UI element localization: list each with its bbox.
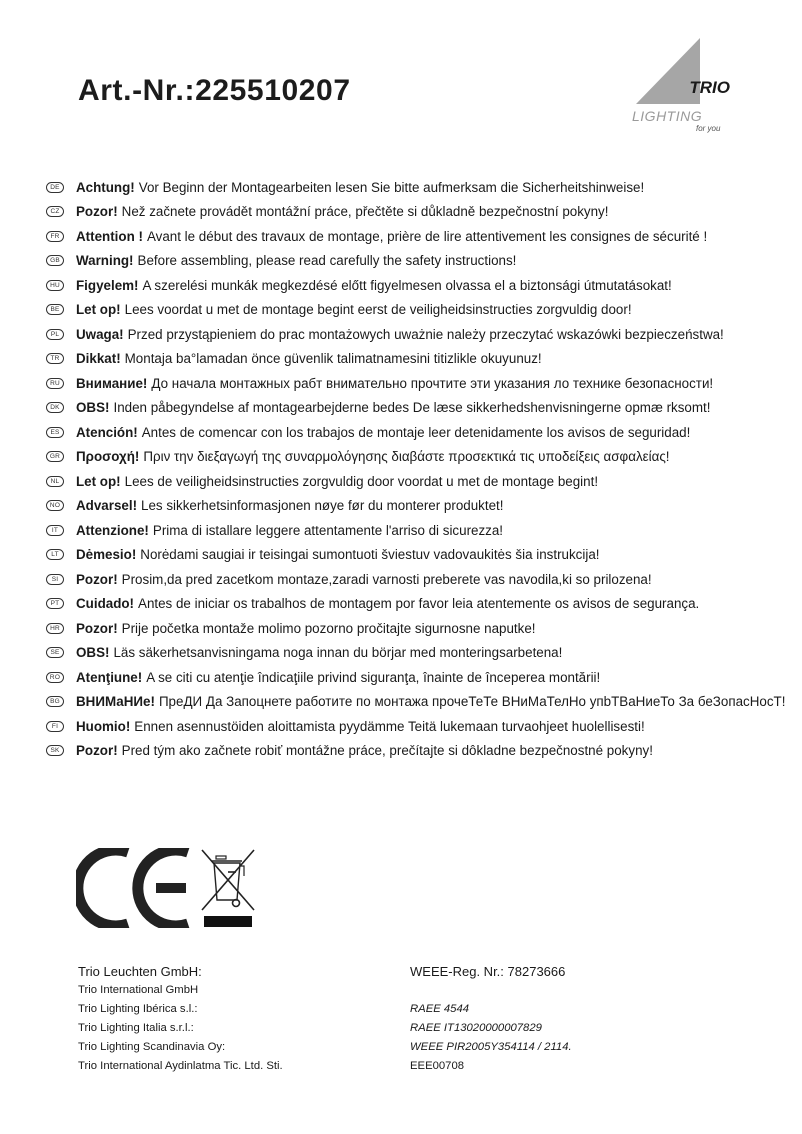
country-code-badge: CZ: [46, 206, 64, 217]
country-code-badge: FR: [46, 231, 64, 242]
warning-text: Läs säkerhetsanvisningama noga innan du börjar med monteringsarbetena!: [113, 645, 563, 661]
country-code-badge: DE: [46, 182, 64, 193]
safety-warnings-list: [46, 175, 785, 763]
warning-text: Prosim,da pred zacetkom montaze,zaradi varnosti preberete vas navodila,ki so prilozena!: [121, 571, 652, 587]
safety-warning-row: [46, 592, 785, 617]
country-code-badge: PL: [46, 329, 64, 340]
warning-text: Pred tým ako začnete robiť montážne práce, prečítajte si dôkladne bezpečnostné pokyny!: [121, 743, 653, 759]
warning-heading: Atención!: [76, 424, 138, 440]
logo-subtagline-text: for you: [696, 124, 721, 133]
country-code-badge: SK: [46, 745, 64, 756]
warning-text: Przed przystąpieniem do prac montażowych uważnie należy przeczytać wskazówki bezpieczeństwa!: [127, 326, 724, 342]
country-code-badge: RO: [46, 672, 64, 683]
warning-heading: Внимание!: [76, 375, 148, 391]
warning-text: Avant le début des travaux de montage, prière de lire attentivement les consignes de sécurité !: [146, 228, 708, 244]
safety-warning-row: [46, 175, 785, 200]
safety-warning-row: [46, 690, 785, 715]
safety-warning-row: [46, 616, 785, 641]
company-heading: Trio Leuchten GmbH:: [78, 964, 202, 979]
warning-heading: OBS!: [76, 400, 110, 416]
warning-heading: Huomio!: [76, 718, 131, 734]
safety-warning-row: [46, 322, 785, 347]
warning-text: Les sikkerhetsinformasjonen nøye før du monterer produktet!: [141, 498, 504, 514]
company-name: Trio International Aydinlatma Tic. Ltd. Sti.: [78, 1060, 283, 1072]
country-code-badge: BE: [46, 304, 64, 315]
company-name: Trio International GmbH: [78, 984, 199, 996]
warning-heading: ВНИМаНИе!: [76, 694, 155, 710]
country-code-badge: GR: [46, 451, 64, 462]
warning-heading: Attention !: [76, 228, 143, 244]
safety-warning-row: [46, 641, 785, 666]
warning-heading: Pozor!: [76, 571, 118, 587]
warning-text: Ennen asennustöiden aloittamista pyydämme Teitä lukemaan turvaohjeet huolellisesti!: [134, 718, 645, 734]
safety-warning-row: [46, 543, 785, 568]
country-code-badge: BG: [46, 696, 64, 707]
warning-heading: Let op!: [76, 473, 121, 489]
warning-text: Lees de veiligheidsinstructies zorgvuldig door voordat u met de montage begint!: [124, 473, 599, 489]
company-name: Trio Lighting Italia s.r.l.:: [78, 1022, 194, 1034]
warning-heading: OBS!: [76, 645, 110, 661]
company-name: Trio Lighting Scandinavia Oy:: [78, 1041, 226, 1053]
company-name: Trio Lighting Ibérica s.l.:: [78, 1003, 198, 1015]
warning-text: A se citi cu atenţie îndicaţiile privind siguranţa, înainte de începerea montării!: [146, 669, 601, 685]
country-code-badge: NO: [46, 500, 64, 511]
warning-heading: Cuidado!: [76, 596, 135, 612]
certification-marks: [76, 848, 258, 930]
ce-mark-icon: [76, 848, 192, 928]
logo-brand-text: TRIO: [689, 78, 730, 97]
safety-warning-row: [46, 714, 785, 739]
registration-number: WEEE PIR2005Y354114 / 2114.: [410, 1041, 572, 1053]
safety-warning-row: [46, 273, 785, 298]
warning-text: Montaja ba°lamadan önce güvenlik talimatnamesini titizlikle okuyunuz!: [124, 351, 542, 367]
warning-text: Antes de comencar con los trabajos de montaje leer detenidamente los avisos de seguridad!: [141, 424, 691, 440]
warning-heading: Pozor!: [76, 743, 118, 759]
warning-heading: Pozor!: [76, 204, 118, 220]
warning-heading: Attenzione!: [76, 522, 149, 538]
warning-text: Inden påbegyndelse af montagearbejderne bedes De læse sikkerhedshenvisningerne opmæ rksomt!: [113, 400, 711, 416]
warning-heading: Dėmesio!: [76, 547, 137, 563]
country-code-badge: FI: [46, 721, 64, 732]
warning-text: Norėdami saugiai ir teisingai sumontuoti šviestuv vadovaukitės šia instrukcija!: [140, 547, 600, 563]
logo-tagline-text: LIGHTING: [632, 108, 703, 124]
warning-heading: Pozor!: [76, 620, 118, 636]
country-code-badge: DK: [46, 402, 64, 413]
country-code-badge: SE: [46, 647, 64, 658]
country-code-badge: TR: [46, 353, 64, 364]
country-code-badge: PT: [46, 598, 64, 609]
country-code-badge: RU: [46, 378, 64, 389]
country-code-badge: HU: [46, 280, 64, 291]
warning-text: Prije početka montaže molimo pozorno pročitajte sigurnosne naputke!: [121, 620, 536, 636]
country-code-badge: NL: [46, 476, 64, 487]
warning-text: A szerelési munkák megkezdésé előtt figyelmesen olvassa el a biztonsági útmutatásokat!: [142, 277, 672, 293]
trio-lighting-logo: [626, 36, 736, 136]
safety-warning-row: [46, 420, 785, 445]
safety-warning-row: [46, 665, 785, 690]
registration-number: RAEE 4544: [410, 1003, 470, 1015]
warning-text: До начала монтажных рабт внимательно прочтите эти указания ло технике безопасности!: [151, 375, 714, 391]
registration-number: EEE00708: [410, 1060, 465, 1072]
registration-list: [410, 962, 572, 1076]
crossed-out-wheelie-bin-icon: [198, 848, 258, 930]
warning-text: Než začnete provádět montážní práce, přečtěte si důkladně bezpečnostní pokyny!: [121, 204, 609, 220]
warning-text: Vor Beginn der Montagearbeiten lesen Sie bitte aufmerksam die Sicherheitshinweise!: [138, 179, 645, 195]
company-list: [78, 962, 283, 1076]
safety-warning-row: [46, 224, 785, 249]
safety-warning-row: [46, 396, 785, 421]
warning-text: Prima di istallare leggere attentamente l'arriso di sicurezza!: [152, 522, 504, 538]
warning-text: Lees voordat u met de montage begint eerst de veiligheidsinstructies zorgvuldig door!: [124, 302, 632, 318]
safety-warning-row: [46, 298, 785, 323]
warning-heading: Advarsel!: [76, 498, 138, 514]
warning-text: ПреДИ Да Запоцнете работите по монтажа прочеТеТе ВНиМаТелНо упbТВаНиеТо За беЗопасНосТ!: [158, 694, 786, 710]
trio-triangle-logo-icon: [626, 36, 736, 136]
safety-warning-row: [46, 249, 785, 274]
registration-number: RAEE IT13020000007829: [410, 1022, 542, 1034]
safety-warning-row: [46, 518, 785, 543]
safety-warning-row: [46, 200, 785, 225]
weee-registration-heading: WEEE-Reg. Nr.: 78273666: [410, 964, 566, 979]
warning-heading: Achtung!: [76, 179, 135, 195]
safety-warning-row: [46, 347, 785, 372]
country-code-badge: GB: [46, 255, 64, 266]
warning-heading: Atenţiune!: [76, 669, 143, 685]
country-code-badge: HR: [46, 623, 64, 634]
safety-warning-row: [46, 739, 785, 764]
warning-text: Before assembling, please read carefully the safety instructions!: [137, 253, 517, 269]
safety-warning-row: [46, 469, 785, 494]
warning-heading: Uwaga!: [76, 326, 124, 342]
warning-heading: Dikkat!: [76, 351, 121, 367]
country-code-badge: IT: [46, 525, 64, 536]
country-code-badge: ES: [46, 427, 64, 438]
safety-warning-row: [46, 567, 785, 592]
warning-heading: Warning!: [76, 253, 134, 269]
warning-text: Antes de iniciar os trabalhos de montagem por favor leia atentemente os avisos de segurança.: [138, 596, 700, 612]
safety-warning-row: [46, 494, 785, 519]
warning-heading: Προσοχή!: [76, 449, 140, 465]
warning-heading: Let op!: [76, 302, 121, 318]
country-code-badge: LT: [46, 549, 64, 560]
warning-heading: Figyelem!: [76, 277, 139, 293]
country-code-badge: SI: [46, 574, 64, 585]
safety-warning-row: [46, 445, 785, 470]
article-number-title: Art.-Nr.:225510207: [78, 74, 351, 107]
safety-warning-row: [46, 371, 785, 396]
warning-text: Πριν την διεξαγωγή της συναρμολόγησης διαβάστε προσεκτικά τις υποδείξεις ασφαλείας!: [143, 449, 670, 465]
